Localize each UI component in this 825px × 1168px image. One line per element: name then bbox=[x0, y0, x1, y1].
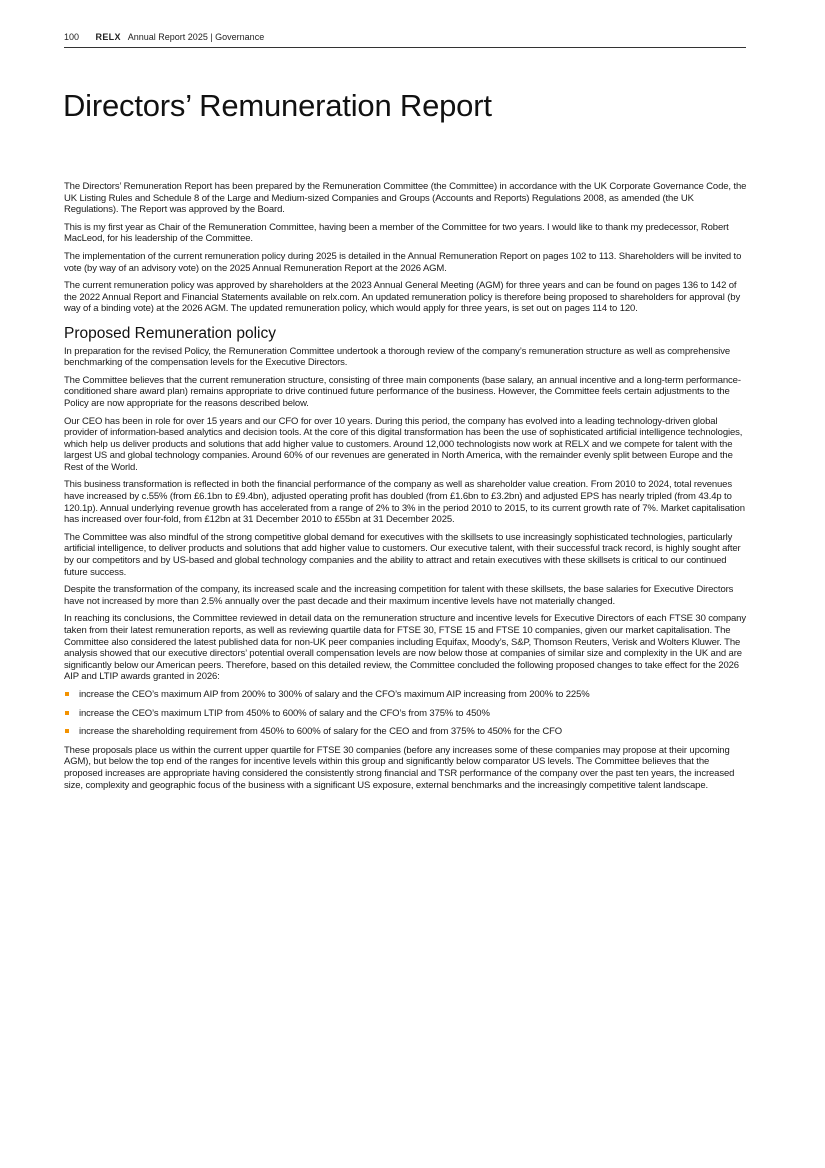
list-item bbox=[64, 689, 748, 701]
list-item bbox=[64, 726, 748, 738]
section-paragraph: This business transformation is reflected in both the financial performance of the company as well as shareholder value creation. From 2010 to 2024, total revenues have increased by c.55% (from £6.1bn to £9.4bn), adjusted operating profit has doubled (from £1.6bn to £3.2bn) and adjusted EPS has nearly tripled (from 43.4p to 120.1p). Annual underlying revenue growth has accelerated from a range of 2% to 3% in the period 2010 to 2015, to its current growth rate of 7%. Market capitalisation has increased over four-fold, from £12bn at 31 December 2010 to £55bn at 31 December 2025. bbox=[64, 479, 745, 526]
section-paragraph: The Committee believes that the current remuneration structure, consisting of three main components (base salary, an annual incentive and a long-term performance-conditioned share award plan) remains appropriate to drive continued future performance of the business. However, the Committee feels certain adjustments to the Policy are now appropriate for the reasons described below. bbox=[64, 374, 741, 409]
section-paragraph: In reaching its conclusions, the Committee reviewed in detail data on the remuneration structure and incentive levels for Executive Directors of each FTSE 30 company taken from their latest remuneration reports, as well as reviewing quartile data for FTSE 30, FTSE 15 and FTSE 10 companies, given our market capitalisation. The Committee also considered the latest published data for non-UK peer companies including Equifax, Moody’s, S&P, Thomson Reuters, Verisk and Wolters Kluwer. The analysis showed that our executive directors’ potential overall compensation levels are now below those at companies of similar size and complexity in the UK and are significantly below our American peers. Therefore, based on this detailed review, the Committee concluded the following proposed changes to take effect for the 2026 AIP and LTIP awards granted in 2026: bbox=[64, 613, 746, 683]
brand-name: RELX bbox=[95, 32, 121, 42]
square-bullet-icon bbox=[65, 711, 69, 715]
proposal-list bbox=[64, 689, 748, 738]
section-paragraph: The Committee was also mindful of the strong competitive global demand for executives with the skillsets to use increasingly sophisticated technologies, particularly artificial intelligence, to deliver products and solutions that add higher value to customers. Our executive talent, with their successful track record, is highly sought after by our competitors and by US-based and global technology companies and the ability to attract and retain executives with these skillsets is critical to our continued future success. bbox=[64, 531, 741, 578]
section-label: Annual Report 2025 | Governance bbox=[127, 32, 265, 42]
list-item-text: increase the shareholding requirement from 450% to 600% of salary for the CEO and from 375% to 450% for the CFO bbox=[79, 726, 563, 738]
report-body bbox=[64, 181, 748, 797]
section-paragraph: Our CEO has been in role for over 15 years and our CFO for over 10 years. During this period, the company has evolved into a leading technology-driven global provider of information-based analytics and decision tools. At the core of this digital transformation has been the use of sophisticated artificial intelligence technologies, which help us deliver products and solutions that add higher value to customers. Around 12,000 technologists now work at RELX and we compete for talent with the largest US and global technology companies. Around 60% of our revenues are generated in North America, with the remainder evenly split between Europe and the Rest of the World. bbox=[64, 415, 743, 473]
section-paragraph: Despite the transformation of the company, its increased scale and the increasing competition for talent with these skillsets, the base salaries for Executive Directors have not increased by more than 2.5% annually over the past decade and their maximum incentive levels have not materially changed. bbox=[64, 584, 734, 607]
list-item-text: increase the CEO’s maximum LTIP from 450% to 600% of salary and the CFO’s from 375% to 450% bbox=[79, 707, 490, 719]
intro-paragraph: The Directors’ Remuneration Report has been prepared by the Remuneration Committee (the Committee) in accordance with the UK Corporate Governance Code, the UK Listing Rules and Schedule 8 of the Large and Medium-sized Companies and Groups (Accounts and Reports) Regulations 2008, as amended (the UK Regulations). The Report was approved by the Board. bbox=[64, 181, 747, 216]
page-number: 100 bbox=[64, 32, 80, 42]
intro-paragraph: The implementation of the current remuneration policy during 2025 is detailed in the Annual Remuneration Report on pages 102 to 113. Shareholders will be invited to vote (by way of an advisory vote) on the 2025 Annual Remuneration Report at the 2026 AGM. bbox=[64, 250, 742, 274]
intro-paragraph: This is my first year as Chair of the Remuneration Committee, having been a member of the Committee for two years. I would like to thank my predecessor, Robert MacLeod, for his leadership of the Committee. bbox=[64, 221, 729, 245]
running-header bbox=[64, 32, 746, 48]
square-bullet-icon bbox=[65, 729, 69, 733]
section-heading: Proposed Remuneration policy bbox=[64, 324, 276, 342]
square-bullet-icon bbox=[65, 692, 69, 696]
list-item-text: increase the CEO’s maximum AIP from 200% to 300% of salary and the CFO’s maximum AIP increasing from 200% to 225% bbox=[79, 688, 590, 700]
intro-paragraph: The current remuneration policy was approved by shareholders at the 2023 Annual General Meeting (AGM) for three years and can be found on pages 136 to 142 of the 2022 Annual Report and Financial Statements available on relx.com. An updated remuneration policy is therefore being proposed to shareholders for approval (by way of a binding vote) at the 2026 AGM. The updated remuneration policy, which would apply for three years, is set out on pages 114 to 120. bbox=[64, 280, 741, 315]
list-item bbox=[64, 708, 748, 720]
closing-paragraph: These proposals place us within the current upper quartile for FTSE 30 companies (before any increases some of these companies may propose at their upcoming AGM), but below the top end of the ranges for incentive levels within this group and significantly below comparator US levels. The Committee believes that the proposed increases are appropriate having considered the consistently strong financial and TSR performance of the company over the past ten years, the increased size, complexity and geographic focus of the business with a significant US exposure, external benchmarks and the increasingly competitive talent landscape. bbox=[64, 744, 735, 791]
section-paragraph: In preparation for the revised Policy, the Remuneration Committee undertook a thorough review of the company’s remuneration structure as well as comprehensive benchmarking of the compensation levels for the Executive Directors. bbox=[64, 345, 731, 369]
page-title: Directors’ Remuneration Report bbox=[63, 88, 492, 123]
